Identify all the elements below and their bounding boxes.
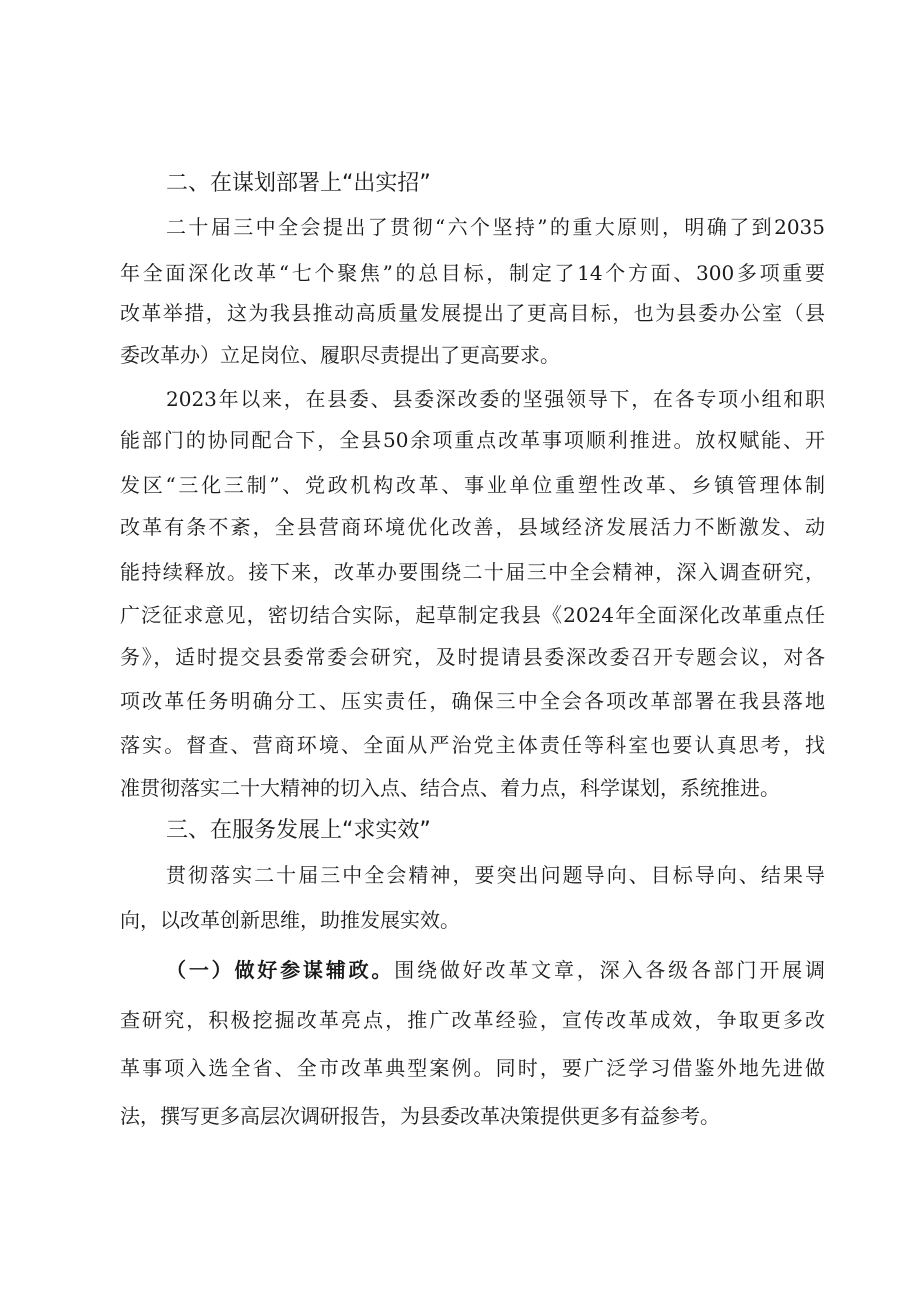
section-heading-2: 二、在谋划部署上“出实招” bbox=[166, 171, 431, 196]
paragraph-line: 项改革任务明确分工、压实责任，确保三中全会各项改革部署在我县落地 bbox=[120, 689, 825, 713]
paragraph-line: 能持续释放。接下来，改革办要围绕二十届三中全会精神，深入调查研究， bbox=[120, 560, 825, 584]
paragraph-line: 改革有条不紊，全县营商环境优化改善，县域经济发展活力不断激发、动 bbox=[120, 515, 825, 539]
paragraph-line: 年全面深化改革“七个聚焦”的总目标，制定了14个方面、300多项重要 bbox=[120, 261, 825, 285]
paragraph-line: 革事项入选全省、全市改革典型案例。同时，要广泛学习借鉴外地先进做 bbox=[120, 1056, 825, 1080]
paragraph-line: 广泛征求意见，密切结合实际，起草制定我县《2024年全面深化改革重点任 bbox=[120, 603, 825, 627]
paragraph-line: 能部门的协同配合下，全县50余项重点改革事项顺利推进。放权赋能、开 bbox=[120, 428, 825, 452]
paragraph-line: 落实。督查、营商环境、全面从严治党主体责任等科室也要认真思考，找 bbox=[120, 733, 825, 757]
subsection-first-text: 围绕做好改革文章，深入各级各部门开展调 bbox=[394, 958, 825, 982]
paragraph-line: 委改革办）立足岗位、履职尽责提出了更高要求。 bbox=[120, 343, 560, 367]
subsection-title: （一）做好参谋辅政。 bbox=[166, 958, 395, 982]
section-heading-3: 三、在服务发展上“求实效” bbox=[166, 818, 431, 843]
paragraph-line: 务》，适时提交县委常委会研究，及时提请县委深改委召开专题会议，对各 bbox=[120, 645, 825, 669]
paragraph-line: 发区“三化三制”、党政机构改革、事业单位重塑性改革、乡镇管理体制 bbox=[120, 473, 825, 497]
paragraph-line: 二十届三中全会提出了贯彻“六个坚持”的重大原则，明确了到2035 bbox=[166, 215, 825, 239]
paragraph-line: 向，以改革创新思维，助推发展实效。 bbox=[120, 908, 460, 932]
paragraph-line: 查研究，积极挖掘改革亮点，推广改革经验，宣传改革成效，争取更多改 bbox=[120, 1008, 825, 1032]
paragraph-line: 准贯彻落实二十大精神的切入点、结合点、着力点，科学谋划，系统推进。 bbox=[120, 776, 780, 800]
paragraph-line: 法，撰写更多高层次调研报告，为县委改革决策提供更多有益参考。 bbox=[120, 1104, 720, 1128]
paragraph-line: 2023年以来，在县委、县委深改委的坚强领导下，在各专项小组和职 bbox=[166, 387, 825, 411]
paragraph-line: 贯彻落实二十届三中全会精神，要突出问题导向、目标导向、结果导 bbox=[166, 863, 825, 887]
subsection-first-line bbox=[166, 955, 825, 985]
paragraph-line: 改革举措，这为我县推动高质量发展提出了更高目标，也为县委办公室（县 bbox=[120, 301, 825, 325]
